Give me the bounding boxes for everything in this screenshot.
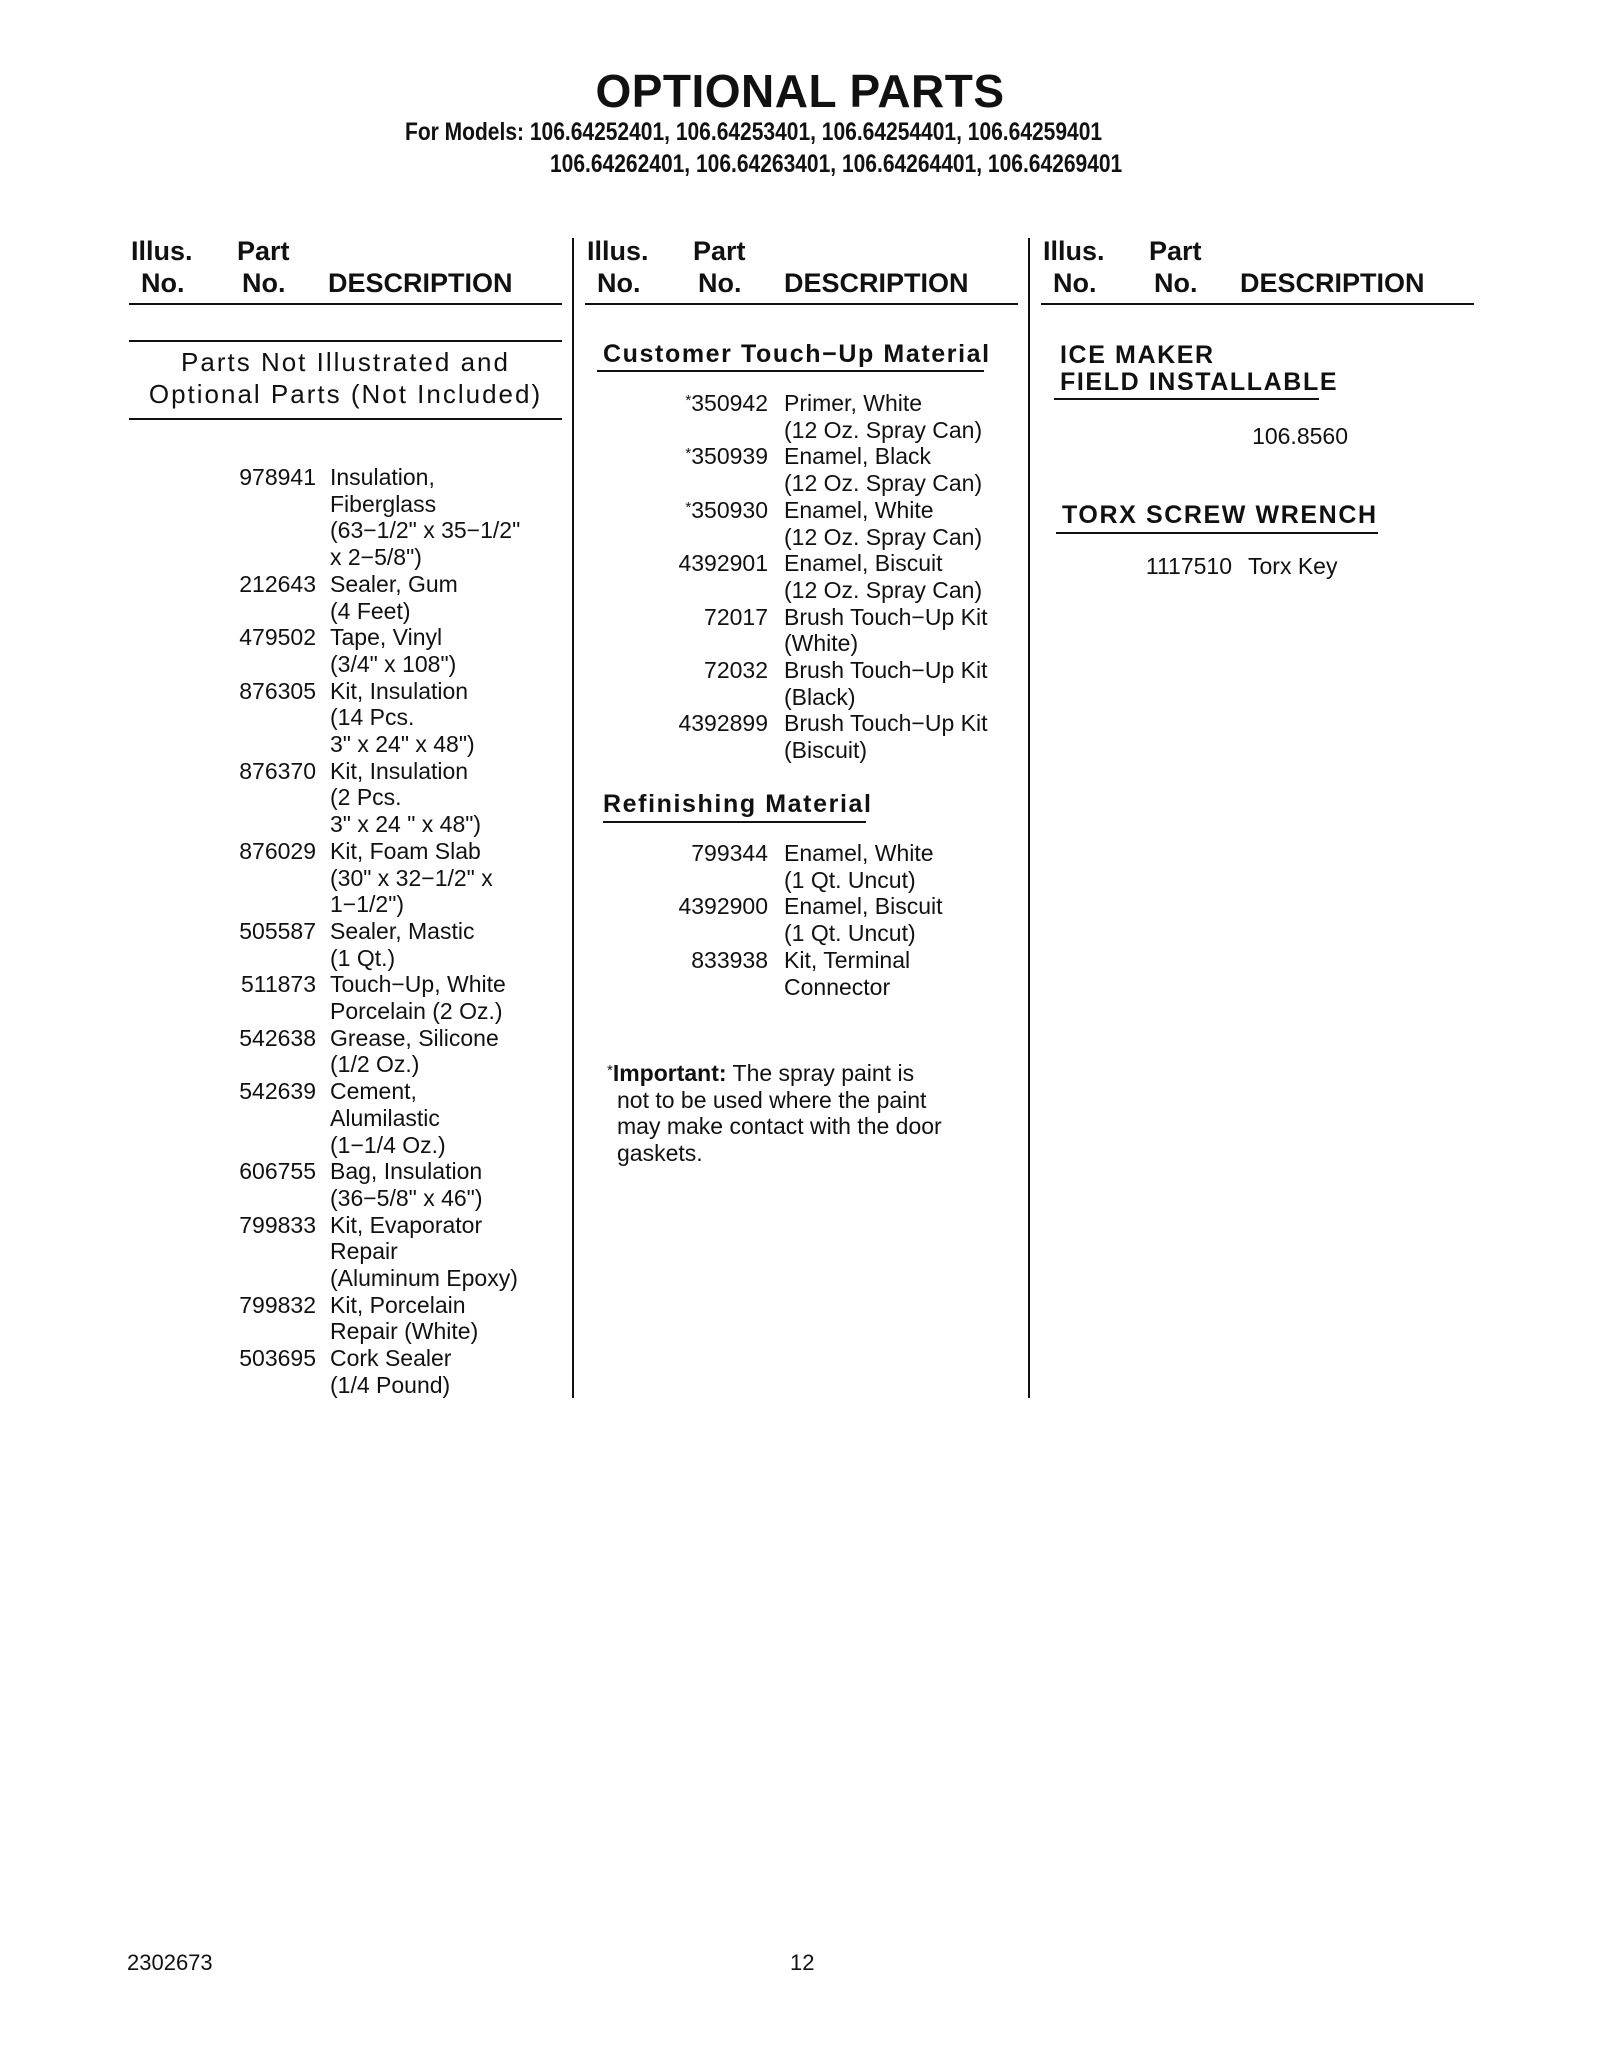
part-number-text: 978941 (239, 464, 316, 490)
part-number-text: 511873 (240, 971, 316, 998)
header-illus: Illus. (131, 236, 193, 266)
part-number (200, 918, 316, 945)
part-description: Brush Touch−Up Kit (Black) (784, 657, 988, 710)
note-bold-label: Important: (612, 1060, 727, 1086)
ice-maker-title-rule (1054, 398, 1319, 400)
list-item (640, 604, 1024, 657)
list-item (200, 838, 570, 918)
note-line-4: gaskets. (617, 1140, 703, 1167)
list-item (200, 571, 570, 624)
part-description: Sealer, Mastic (1 Qt.) (330, 917, 475, 971)
models-label: For Models: (405, 118, 525, 146)
header-part: Part (237, 236, 290, 266)
list-item (640, 947, 1024, 1000)
header-part: Part (1149, 236, 1202, 266)
header-illus-no: No. (1053, 268, 1097, 298)
header-part: Part (693, 236, 746, 266)
refinish-title-rule (603, 821, 866, 823)
header-rule-3 (1041, 303, 1474, 305)
part-number-text: 350939 (691, 443, 768, 470)
note-asterisk: * (607, 1062, 613, 1079)
part-number (640, 550, 768, 577)
part-description: Insulation, Fiberglass (63−1/2" x 35−1/2" x 2−5/8") (330, 464, 521, 571)
part-number-text: 350942 (691, 390, 768, 416)
touchup-title-rule (597, 370, 984, 372)
column-header-2 (587, 236, 1017, 306)
part-number-text: 542638 (239, 1024, 316, 1051)
page-number: 12 (790, 1950, 815, 1975)
list-item (640, 550, 1024, 603)
asterisk-marker: * (685, 392, 692, 409)
models-line-1 (405, 118, 1102, 147)
part-number (640, 657, 768, 684)
torx-description: Torx Key (1248, 553, 1338, 579)
part-number (200, 971, 316, 998)
part-number-text: 876029 (239, 837, 316, 864)
part-number (200, 1158, 316, 1185)
part-number (640, 947, 768, 974)
part-description: Kit, Insulation (2 Pcs. 3" x 24 " x 48") (330, 757, 482, 838)
part-number-text: 833938 (691, 946, 768, 973)
part-number-text: 72017 (704, 603, 768, 630)
col1-title-rule-bottom (129, 418, 562, 420)
torx-item (1100, 553, 1420, 581)
doc-number: 2302673 (127, 1950, 213, 1975)
part-number (200, 1345, 316, 1372)
part-description: Enamel, Biscuit (1 Qt. Uncut) (784, 893, 943, 947)
part-number-text: 4392901 (678, 550, 768, 577)
page-title: OPTIONAL PARTS (595, 65, 1005, 117)
column-header-3 (1043, 236, 1473, 306)
part-description: Primer, White (12 Oz. Spray Can) (784, 390, 983, 443)
list-item (200, 1292, 570, 1345)
part-number-text: 72032 (704, 657, 768, 683)
header-illus: Illus. (1043, 236, 1105, 266)
ice-maker-section-title: ICE MAKER FIELD INSTALLABLE (1060, 341, 1339, 396)
part-description: Kit, Insulation (14 Pcs. 3" x 24" x 48") (330, 677, 475, 757)
part-number (640, 893, 768, 920)
part-number (640, 604, 768, 631)
part-description: Brush Touch−Up Kit (Biscuit) (784, 710, 988, 764)
part-description: Tape, Vinyl (3/4" x 108") (330, 624, 457, 677)
asterisk-marker: * (685, 498, 692, 516)
note-line-1: The spray paint is (726, 1060, 915, 1086)
part-number-text: 799833 (239, 1211, 316, 1238)
ice-maker-part-number: 106.8560 (1252, 423, 1348, 449)
part-number-text: 799832 (239, 1291, 316, 1318)
part-number (200, 624, 316, 651)
part-description: Cork Sealer (1/4 Pound) (330, 1345, 452, 1398)
part-number (640, 840, 768, 867)
part-description: Enamel, White (1 Qt. Uncut) (784, 840, 934, 893)
part-number (200, 1025, 316, 1052)
important-note (607, 1060, 942, 1167)
part-number (640, 390, 768, 417)
list-item (640, 443, 1024, 496)
part-description: Cement, Alumilastic (1−1/4 Oz.) (330, 1078, 446, 1158)
part-number-text: 876370 (239, 757, 316, 784)
header-rule-2 (585, 303, 1018, 305)
note-line-2: not to be used where the paint (617, 1086, 927, 1113)
part-number-text: 799344 (691, 840, 768, 866)
list-item (640, 893, 1024, 946)
touchup-section-title: Customer Touch−Up Material (603, 340, 991, 368)
list-item (200, 624, 570, 677)
part-number-text: 212643 (239, 570, 316, 597)
column-header-1 (131, 236, 561, 306)
list-item (200, 464, 570, 571)
list-item (640, 657, 1024, 710)
part-description: Grease, Silicone (1/2 Oz.) (330, 1024, 499, 1078)
part-description: Sealer, Gum (4 Feet) (330, 570, 458, 624)
list-item (200, 1025, 570, 1078)
part-number-text: 876305 (239, 677, 316, 704)
part-number (200, 464, 316, 491)
part-description: Bag, Insulation (36−5/8" x 46") (330, 1158, 483, 1211)
column-divider-1 (572, 238, 574, 1398)
part-description: Brush Touch−Up Kit (White) (784, 603, 988, 657)
part-number-text: 4392899 (678, 710, 768, 737)
part-description: Kit, Terminal Connector (784, 946, 911, 1000)
part-number (200, 571, 316, 598)
list-item (200, 971, 570, 1024)
refinish-section-title: Refinishing Material (603, 790, 873, 818)
list-item (200, 918, 570, 971)
header-illus-no: No. (141, 268, 185, 298)
part-number-text: 503695 (239, 1345, 316, 1372)
header-rule-1 (129, 303, 562, 305)
col1-section-title: Parts Not Illustrated and Optional Parts (Not Included) (148, 347, 543, 409)
list-item (200, 1078, 570, 1158)
torx-part-number: 1117510 (1145, 553, 1232, 579)
part-description: Enamel, Black (12 Oz. Spray Can) (784, 443, 983, 497)
header-description: DESCRIPTION (784, 268, 969, 298)
list-item (640, 497, 1024, 550)
header-illus: Illus. (587, 236, 649, 266)
col1-title-rule-top (129, 340, 562, 342)
part-number (640, 443, 768, 470)
header-part-no: No. (1154, 268, 1198, 298)
part-description: Kit, Foam Slab (30" x 32−1/2" x 1−1/2") (330, 837, 493, 918)
list-item (200, 1158, 570, 1211)
torx-section-title: TORX SCREW WRENCH (1062, 501, 1378, 529)
part-number-text: 542639 (239, 1078, 316, 1105)
part-number-text: 606755 (239, 1158, 316, 1185)
header-part-no: No. (698, 268, 742, 298)
part-description: Kit, Evaporator Repair (Aluminum Epoxy) (330, 1211, 518, 1291)
models-list-1: 106.64252401, 106.64253401, 106.64254401, 106.64259401 (529, 118, 1103, 146)
part-description: Touch−Up, White Porcelain (2 Oz.) (330, 971, 506, 1024)
header-description: DESCRIPTION (1240, 268, 1425, 298)
part-number-text: 350930 (691, 496, 768, 523)
list-item (200, 678, 570, 758)
torx-title-rule (1056, 532, 1378, 534)
part-number (200, 678, 316, 705)
models-list-2: 106.64262401, 106.64263401, 106.64264401, 106.64269401 (550, 150, 1123, 178)
models-line-2 (550, 150, 1122, 179)
note-line-3: may make contact with the door (617, 1113, 942, 1140)
part-description: Enamel, White (12 Oz. Spray Can) (784, 496, 983, 550)
part-number (640, 497, 768, 524)
header-description: DESCRIPTION (328, 268, 513, 298)
header-illus-no: No. (597, 268, 641, 298)
part-number-text: 4392900 (678, 893, 768, 920)
part-number-text: 479502 (239, 624, 316, 651)
part-description: Kit, Porcelain Repair (White) (330, 1291, 479, 1345)
part-number-text: 505587 (239, 917, 316, 944)
asterisk-marker: * (685, 445, 692, 463)
part-number (200, 1292, 316, 1319)
list-item (640, 840, 1024, 893)
list-item (200, 1345, 570, 1398)
part-number (640, 710, 768, 737)
part-description: Enamel, Biscuit (12 Oz. Spray Can) (784, 550, 983, 603)
part-number (200, 758, 316, 785)
header-part-no: No. (242, 268, 286, 298)
column-divider-2 (1028, 238, 1030, 1398)
part-number (200, 1078, 316, 1105)
part-number (200, 1212, 316, 1239)
list-item (640, 710, 1024, 763)
list-item (200, 758, 570, 838)
part-number (200, 838, 316, 865)
list-item (640, 390, 1024, 443)
list-item (200, 1212, 570, 1292)
